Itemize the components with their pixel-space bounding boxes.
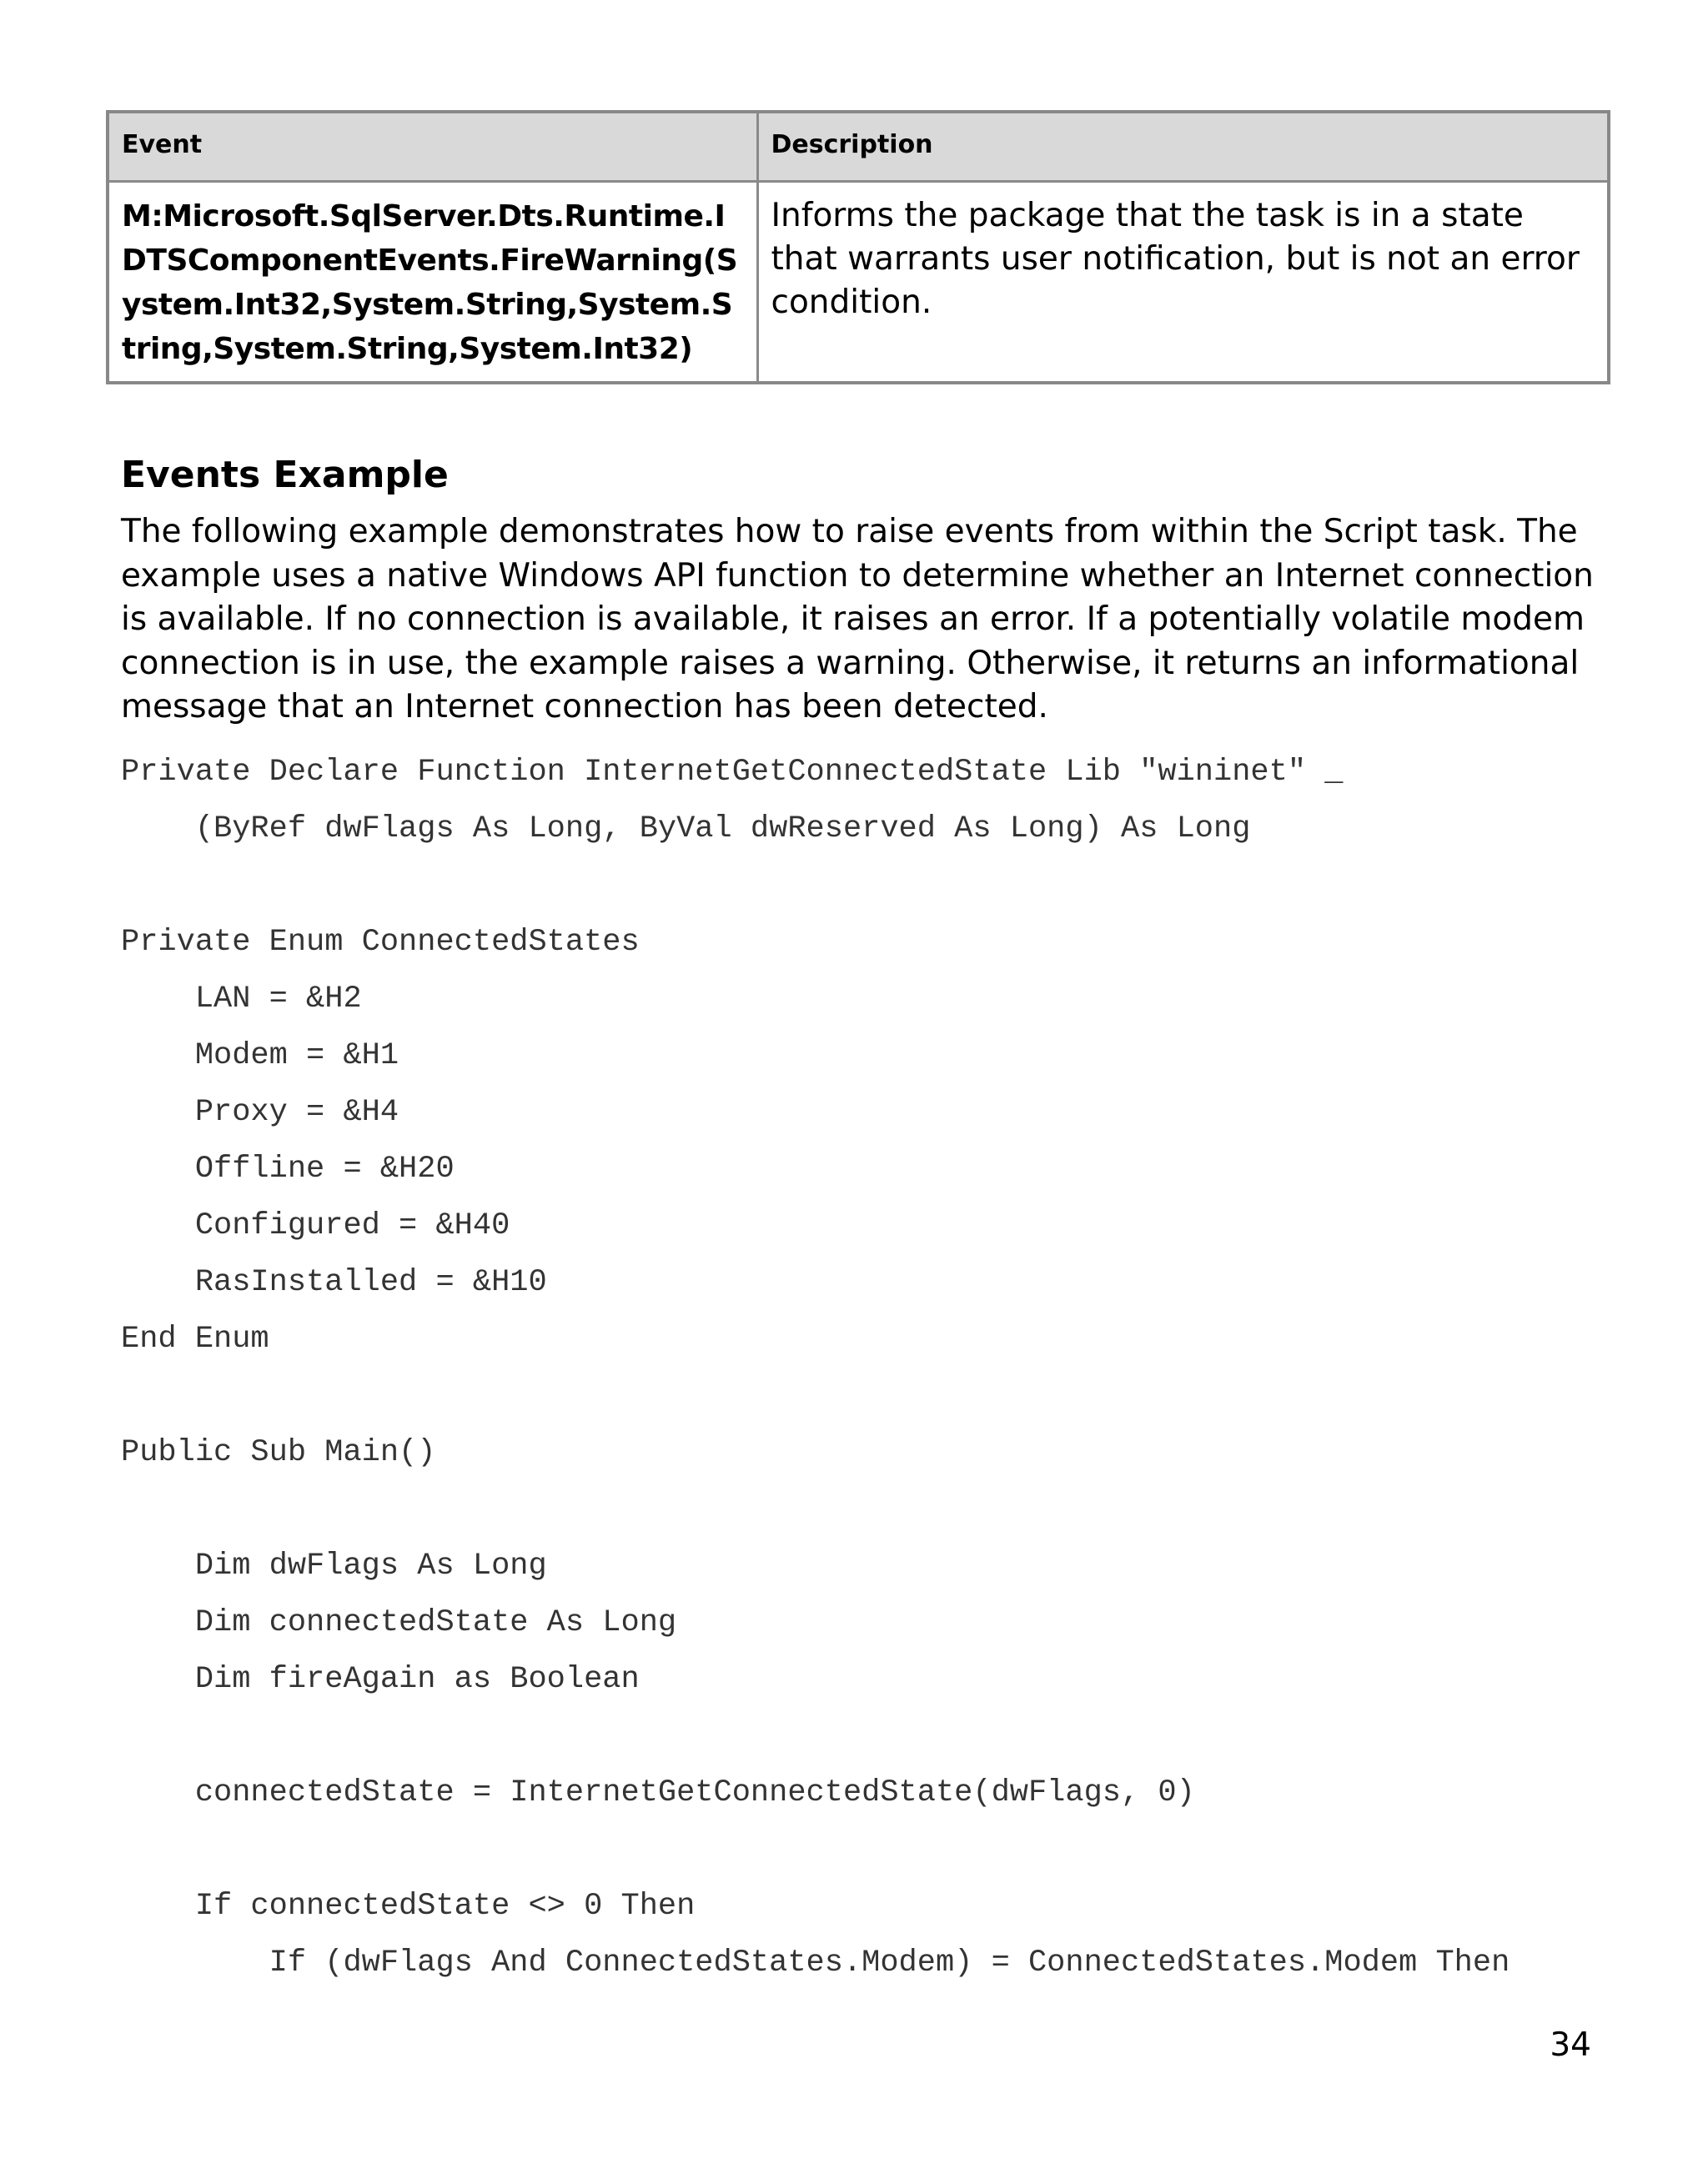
code-line: End Enum (121, 1322, 269, 1357)
code-line: Proxy = &H4 (121, 1095, 399, 1130)
event-description: Informs the package that the task is in a state that warrants user notification, but is not an error condition. (771, 197, 1580, 321)
code-line (121, 1821, 1605, 1878)
code-line: If connectedState <> 0 Then (121, 1889, 696, 1924)
events-table (106, 110, 1610, 384)
description-cell (757, 182, 1609, 384)
event-cell (108, 182, 757, 384)
code-line: Dim fireAgain as Boolean (121, 1662, 640, 1697)
code-line (121, 857, 1605, 914)
column-header-event: Event (108, 112, 757, 182)
code-line: Private Declare Function InternetGetConnectedState Lib "wininet" _ (121, 755, 1344, 790)
event-name: M:Microsoft.SqlServer.Dts.Runtime.IDTSComponentEvents.FireWarning(System.Int32,System.String,System.String,System.String,System.Int32) (122, 199, 738, 366)
column-header-description: Description (757, 112, 1609, 182)
code-line: Public Sub Main() (121, 1435, 436, 1470)
code-line (121, 1481, 1605, 1538)
page-number: 34 (1550, 2026, 1591, 2064)
code-line: RasInstalled = &H10 (121, 1265, 547, 1300)
code-line: (ByRef dwFlags As Long, ByVal dwReserved As Long) As Long (121, 811, 1251, 846)
code-line (121, 1708, 1605, 1765)
code-line: Dim connectedState As Long (121, 1605, 677, 1640)
code-line: Dim dwFlags As Long (121, 1549, 547, 1584)
section-heading: Events Example (121, 454, 449, 496)
code-line: Private Enum ConnectedStates (121, 925, 640, 960)
code-line: Configured = &H40 (121, 1208, 510, 1243)
code-line: connectedState = InternetGetConnectedState(dwFlags, 0) (121, 1775, 1195, 1810)
code-line (121, 1368, 1605, 1424)
code-line: If (dwFlags And ConnectedStates.Modem) = ConnectedStates.Modem Then (121, 1946, 1510, 1981)
intro-paragraph: The following example demonstrates how to raise events from within the Script task. The example uses a native Windows API function to determine whether an Internet connection is available. If no connection is available, it raises an error. If a potentially volatile modem connection is in use, the example raises a warning. Otherwise, it returns an informational message that an Internet connection has been detected. (121, 513, 1594, 725)
code-line: Modem = &H1 (121, 1038, 399, 1073)
table-header-row (108, 112, 1609, 182)
code-block (121, 744, 1605, 1991)
code-line: LAN = &H2 (121, 982, 362, 1017)
code-line: Offline = &H20 (121, 1152, 455, 1187)
table-row (108, 182, 1609, 384)
